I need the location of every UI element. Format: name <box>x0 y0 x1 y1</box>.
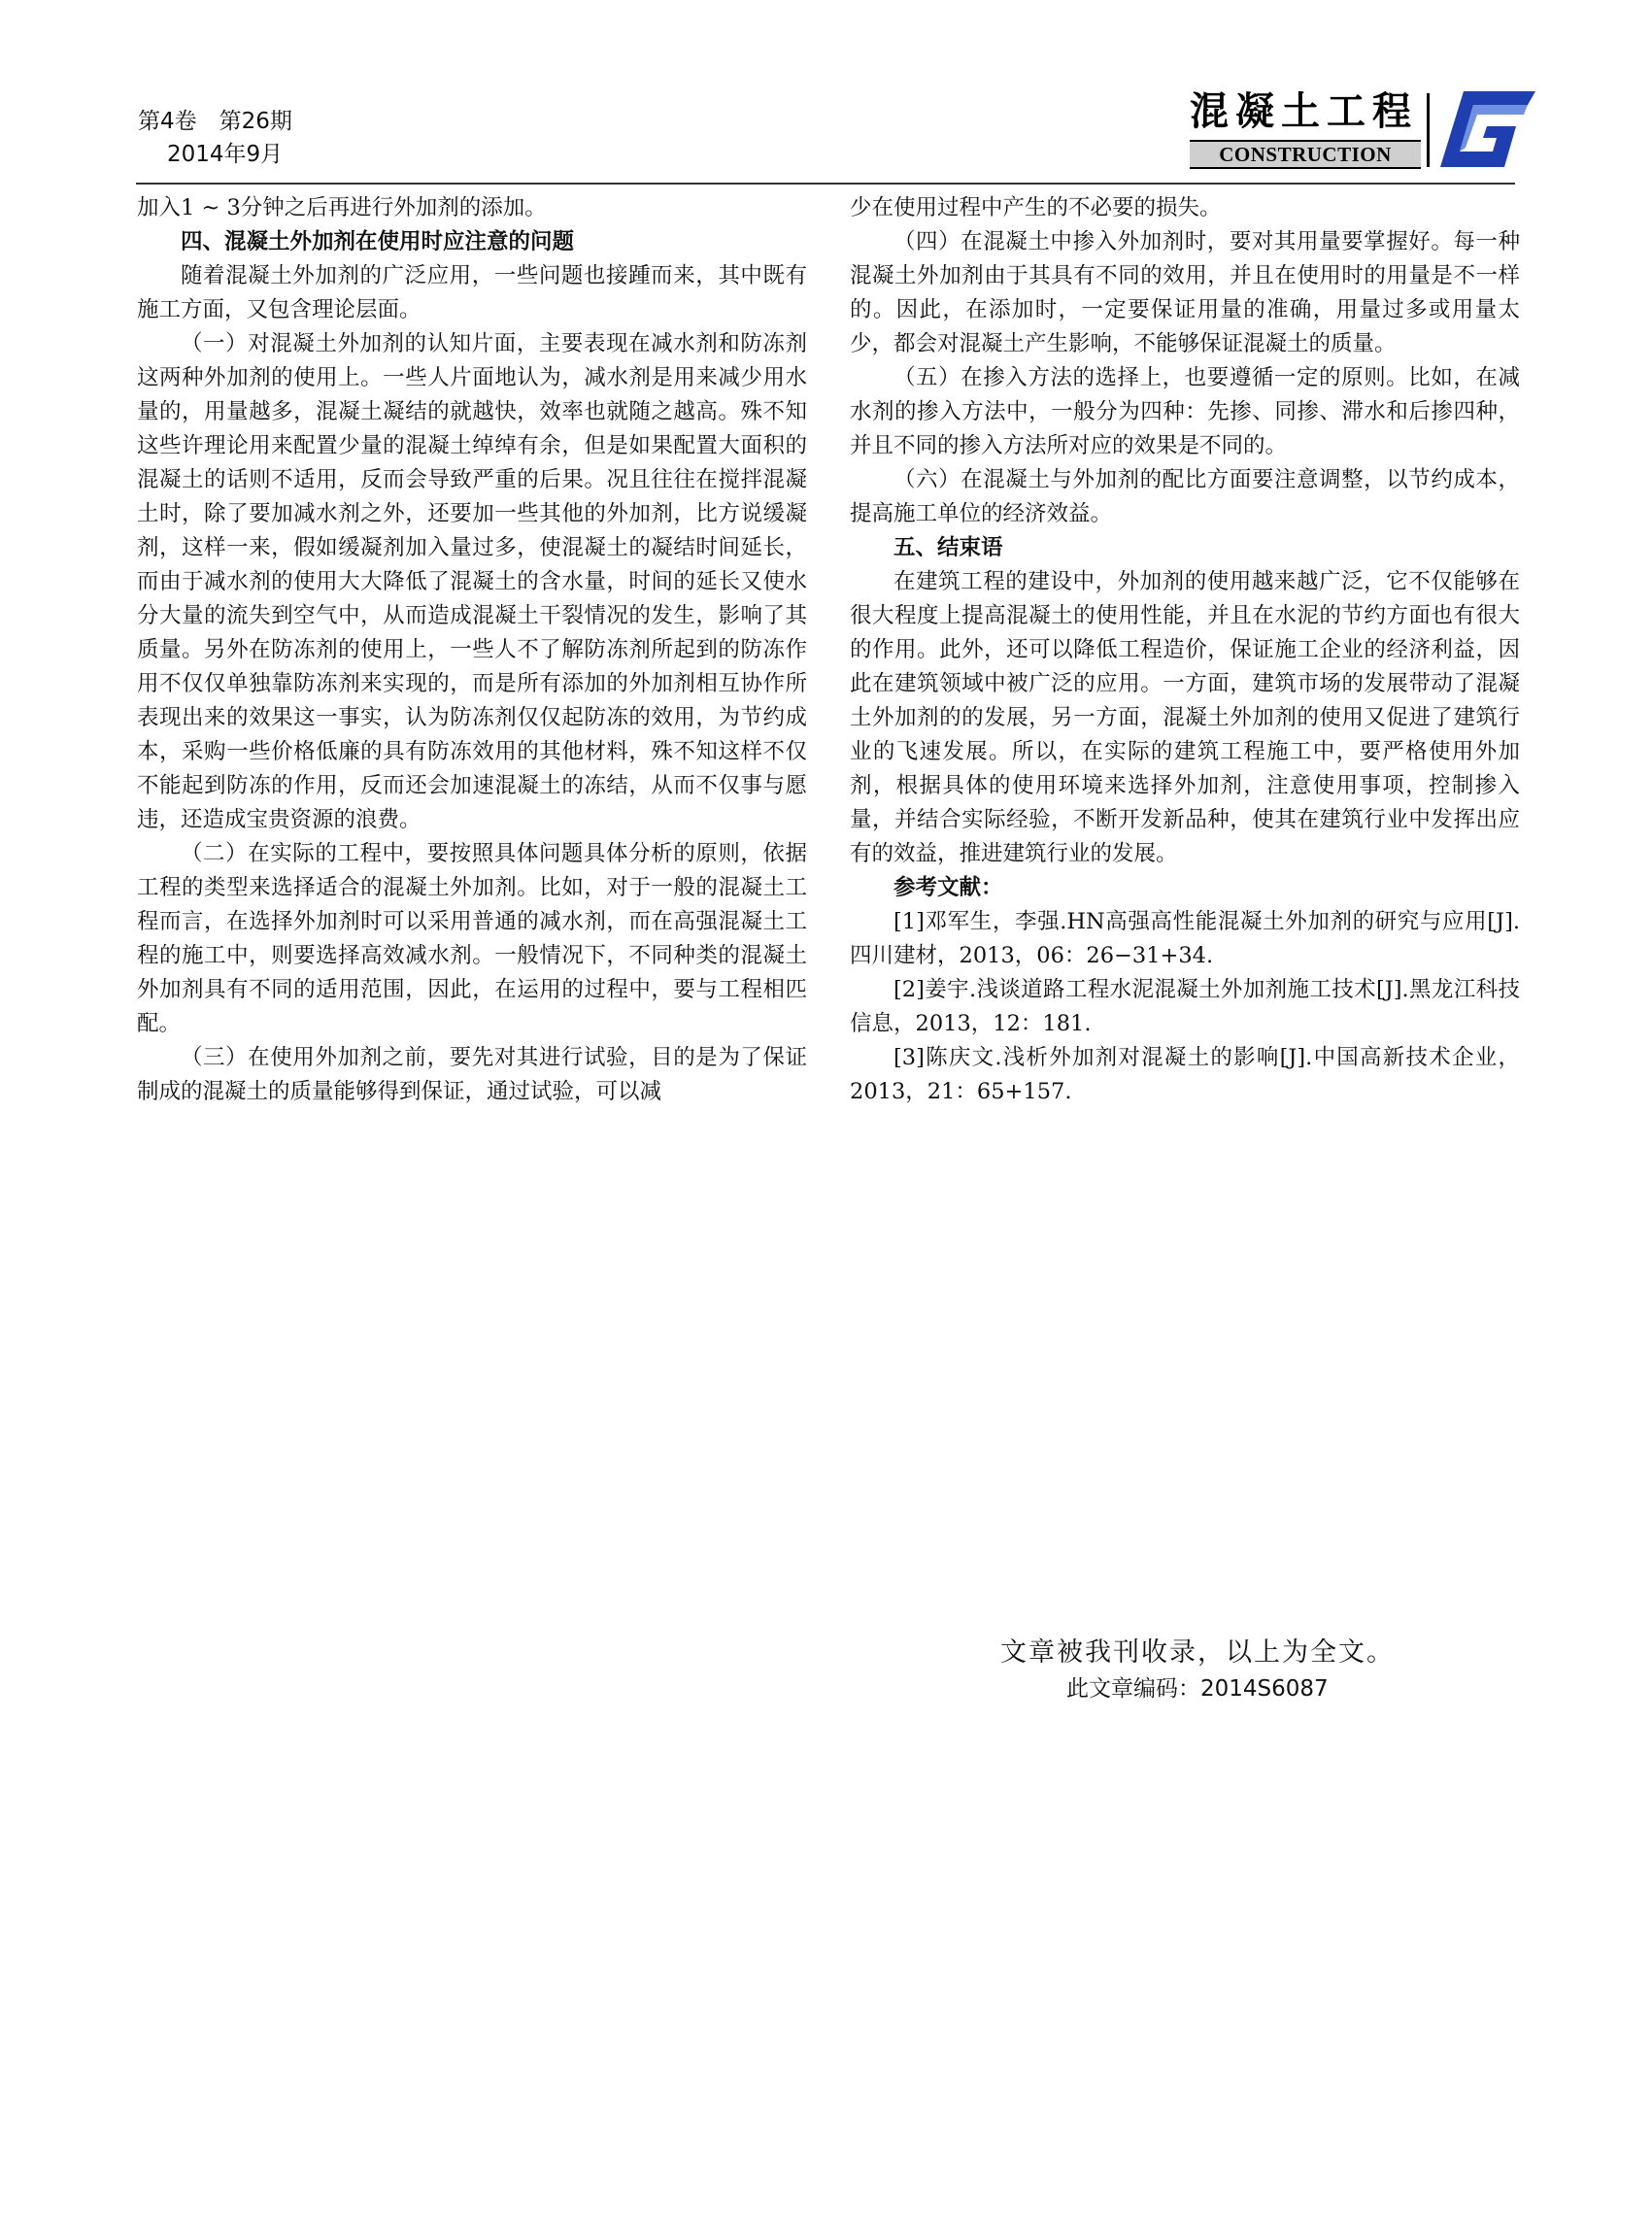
paragraph: （三）在使用外加剂之前，要先对其进行试验，目的是为了保证制成的混凝土的质量能够得到保证，通过试验，可以减 <box>137 1045 807 1104</box>
journal-issue-info <box>138 105 292 171</box>
paragraph: 随着混凝土外加剂的广泛应用，一些问题也接踵而来，其中既有施工方面，又包含理论层面。 <box>137 263 807 322</box>
paragraph: （四）在混凝土中掺入外加剂时，要对其用量要掌握好。每一种混凝土外加剂由于其具有不同的效用，并且在使用时的用量是不一样的。因此，在添加时，一定要保证用量的准确，用量过多或用量太少，都会对混凝土产生影响，不能够保证混凝土的质量。 <box>850 229 1520 356</box>
paragraph: 在建筑工程的建设中，外加剂的使用越来越广泛，它不仅能够在很大程度上提高混凝土的使用性能，并且在水泥的节约方面也有很大的作用。此外，还可以降低工程造价，保证施工企业的经济利益，因此在建筑领域中被广泛的应用。一方面，建筑市场的发展带动了混凝土外加剂的的发展，另一方面，混凝土外加剂的使用又促进了建筑行业的飞速发展。所以，在实际的建筑工程施工中，要严格使用外加剂，根据具体的使用环境来选择外加剂，注意使用事项，控制掺入量，并结合实际经验，不断开发新品种，使其在建筑行业中发挥出应有的效益，推进建筑行业的发展。 <box>850 569 1520 866</box>
logo-separator <box>1427 93 1430 167</box>
article-code: 此文章编码：2014S6087 <box>1066 1676 1329 1702</box>
reference-item: [2]姜宇.浅谈道路工程水泥混凝土外加剂施工技术[J].黑龙江科技信息，2013，12：181. <box>850 977 1520 1036</box>
right-column <box>850 191 1520 1109</box>
issue-line: 第4卷 第26期 <box>138 109 292 134</box>
paragraph: （二）在实际的工程中，要按照具体问题具体分析的原则，依据工程的类型来选择适合的混凝土外加剂。比如，对于一般的混凝土工程而言，在选择外加剂时可以采用普通的减水剂，而在高强混凝土工程的施工中，则要选择高效减水剂。一般情况下，不同种类的混凝土外加剂具有不同的适用范围，因此，在运用的过程中，要与工程相匹配。 <box>137 841 807 1036</box>
section-heading-4: 四、混凝土外加剂在使用时应注意的问题 <box>181 229 575 254</box>
reference-item: [1]邓军生，李强.HN高强高性能混凝土外加剂的研究与应用[J].四川建材，2013，06：26−31+34. <box>850 909 1520 968</box>
logo-subtitle: CONSTRUCTION <box>1190 140 1421 169</box>
header-rule <box>136 183 1515 185</box>
collection-note: 文章被我刊收录，以上为全文。 <box>1000 1637 1395 1668</box>
paragraph: （一）对混凝土外加剂的认知片面，主要表现在减水剂和防冻剂这两种外加剂的使用上。一些人片面地认为，减水剂是用来减少用水量的，用量越多，混凝土凝结的就越快，效率也就随之越高。殊不知这些许理论用来配置少量的混凝土绰绰有余，但是如果配置大面积的混凝土的话则不适用，反而会导致严重的后果。况且往往在搅拌混凝土时，除了要加减水剂之外，还要加一些其他的外加剂，比方说缓凝剂，这样一来，假如缓凝剂加入量过多，使混凝土的凝结时间延长，而由于减水剂的使用大大降低了混凝土的含水量，时间的延长又使水分大量的流失到空气中，从而造成混凝土干裂情况的发生，影响了其质量。另外在防冻剂的使用上，一些人不了解防冻剂所起到的防冻作用不仅仅单独靠防冻剂来实现的，而是所有添加的外加剂相互协作所表现出来的效果这一事实，认为防冻剂仅仅起防冻的效用，为节约成本，采购一些价格低廉的具有防冻效用的其他材料，殊不知这样不仅不能起到防冻的作用，反而还会加速混凝土的冻结，从而不仅事与愿违，还造成宝贵资源的浪费。 <box>137 331 807 832</box>
paragraph: （五）在掺入方法的选择上，也要遵循一定的原则。比如，在减水剂的掺入方法中，一般分为四种：先掺、同掺、滞水和后掺四种，并且不同的掺入方法所对应的效果是不同的。 <box>850 365 1520 458</box>
section-heading-5: 五、结束语 <box>893 535 1003 560</box>
paragraph: （六）在混凝土与外加剂的配比方面要注意调整，以节约成本，提高施工单位的经济效益。 <box>850 467 1520 526</box>
paragraph: 加入1 ~ 3分钟之后再进行外加剂的添加。 <box>137 195 547 220</box>
paragraph: 少在使用过程中产生的不必要的损失。 <box>850 195 1222 220</box>
left-column <box>137 191 807 1109</box>
logo-emblem-icon <box>1434 87 1537 169</box>
journal-logo <box>1190 87 1539 170</box>
logo-title: 混凝土工程 <box>1190 89 1418 134</box>
references-heading: 参考文献： <box>893 875 1003 900</box>
date-line: 2014年9月 <box>167 142 284 167</box>
reference-item: [3]陈庆文.浅析外加剂对混凝土的影响[J].中国高新技术企业，2013，21：65+157. <box>850 1045 1520 1104</box>
